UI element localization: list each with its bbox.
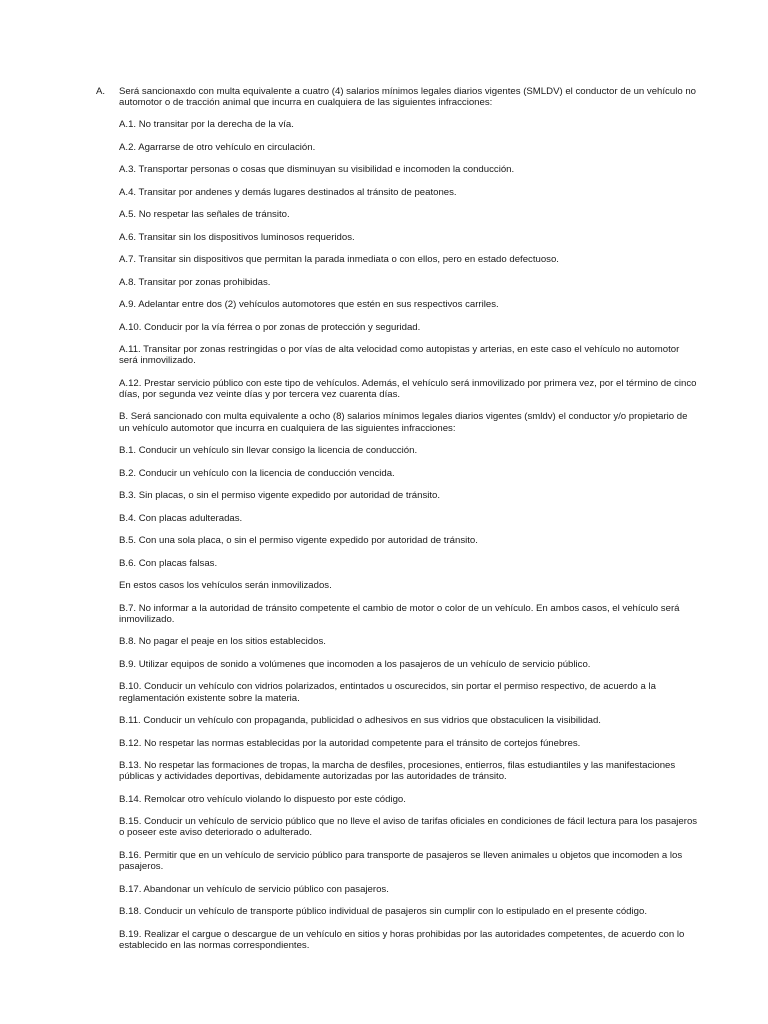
list-item: A.4. Transitar por andenes y demás lugares destinados al tránsito de peatones. [119,186,457,198]
list-item: B.14. Remolcar otro vehículo violando lo dispuesto por este código. [119,793,406,805]
list-item: B.15. Conducir un vehículo de servicio público que no lleve el aviso de tarifas oficiales en condiciones de fácil lectura para los pasajeros o poseer este aviso deteriorado o adulterado. [119,816,698,839]
list-item: B.3. Sin placas, o sin el permiso vigente expedido por autoridad de tránsito. [119,490,441,502]
list-item: A.6. Transitar sin los dispositivos luminosos requeridos. [119,231,355,243]
list-item: B.5. Con una sola placa, o sin el permiso vigente expedido por autoridad de tránsito. [119,535,478,547]
note-paragraph: En estos casos los vehículos serán inmovilizados. [119,580,332,592]
list-item: A.10. Conducir por la vía férrea o por zonas de protección y seguridad. [119,321,421,333]
list-item: B.4. Con placas adulteradas. [119,512,243,524]
list-item: B.1. Conducir un vehículo sin llevar consigo la licencia de conducción. [119,445,418,457]
list-item: A.5. No respetar las señales de tránsito. [119,209,290,220]
list-item: B.17. Abandonar un vehículo de servicio público con pasajeros. [119,883,389,895]
list-item: B.7. No informar a la autoridad de tránsito competente el cambio de motor o color de un vehículo. En ambos casos, el vehículo será inmovilizado. [119,602,680,625]
list-item: B.11. Conducir un vehículo con propaganda, publicidad o adhesivos en sus vidrios que obstaculicen la visibilidad. [119,715,601,727]
list-item: A.2. Agarrarse de otro vehículo en circulación. [119,141,316,153]
list-item: B.12. No respetar las normas establecidas por la autoridad competente para el tránsito de cortejos fúnebres. [119,737,581,749]
infraction-list [119,119,699,962]
list-item: B.9. Utilizar equipos de sonido a volúmenes que incomoden a los pasajeros de un vehículo de servicio público. [119,658,591,670]
list-item: A.11. Transitar por zonas restringidas o por vías de alta velocidad como autopistas y arterias, en este caso el vehículo no automotor será inmovilizado. [119,344,680,367]
section-a-intro [96,86,696,108]
list-item: A.1. No transitar por la derecha de la vía. [119,119,294,130]
list-item: A.3. Transportar personas o cosas que disminuyan su visibilidad e incomoden la conducción. [119,164,515,175]
list-item: A.7. Transitar sin dispositivos que permitan la parada inmediata o con ellos, pero en estado defectuoso. [119,254,559,265]
section-a-marker: A. [96,86,106,97]
list-item: B.16. Permitir que en un vehículo de servicio público para transporte de pasajeros se lleven animales u objetos que incomoden a los pasajeros. [119,849,683,873]
list-item: B.6. Con placas falsas. [119,557,218,569]
list-item: A.12. Prestar servicio público con este tipo de vehículos. Además, el vehículo será inmovilizado por primera vez, por el término de cinco días, por segunda vez veinte días y por tercera vez cuarenta días. [119,377,697,400]
section-a-intro-text: Será sancionaxdo con multa equivalente a cuatro (4) salarios mínimos legales diarios vigentes (SMLDV) el conductor de un vehículo no automotor o de tracción animal que incurra en cualquiera de las siguientes infracciones: [119,86,696,109]
list-item: B.19. Realizar el cargue o descargue de un vehículo en sitios y horas prohibidas por las autoridades competentes, de acuerdo con lo establecido en las normas correspondientes. [119,928,685,951]
list-item: B.13. No respetar las formaciones de tropas, la marcha de desfiles, procesiones, entierros, filas estudiantiles y las manifestaciones públicas y actividades deportivas, debidamente autorizadas por las autoridades de tránsito. [119,760,676,783]
list-item: B.2. Conducir un vehículo con la licencia de conducción vencida. [119,467,395,479]
list-item: B.8. No pagar el peaje en los sitios establecidos. [119,636,326,648]
list-item: B.18. Conducir un vehículo de transporte público individual de pasajeros sin cumplir con lo estipulado en el presente código. [119,906,647,918]
list-item: A.9. Adelantar entre dos (2) vehículos automotores que estén en sus respectivos carriles. [119,299,499,310]
section-b-intro: B. Será sancionado con multa equivalente a ocho (8) salarios mínimos legales diarios vigentes (smldv) el conductor y/o propietario de un vehículo automotor que incurra en cualquiera de las siguientes infracciones: [119,411,688,434]
list-item: B.10. Conducir un vehículo con vidrios polarizados, entintados u oscurecidos, sin portar el permiso respectivo, de acuerdo a la reglamentación existente sobre la materia. [119,681,657,704]
list-item: A.8. Transitar por zonas prohibidas. [119,276,271,288]
